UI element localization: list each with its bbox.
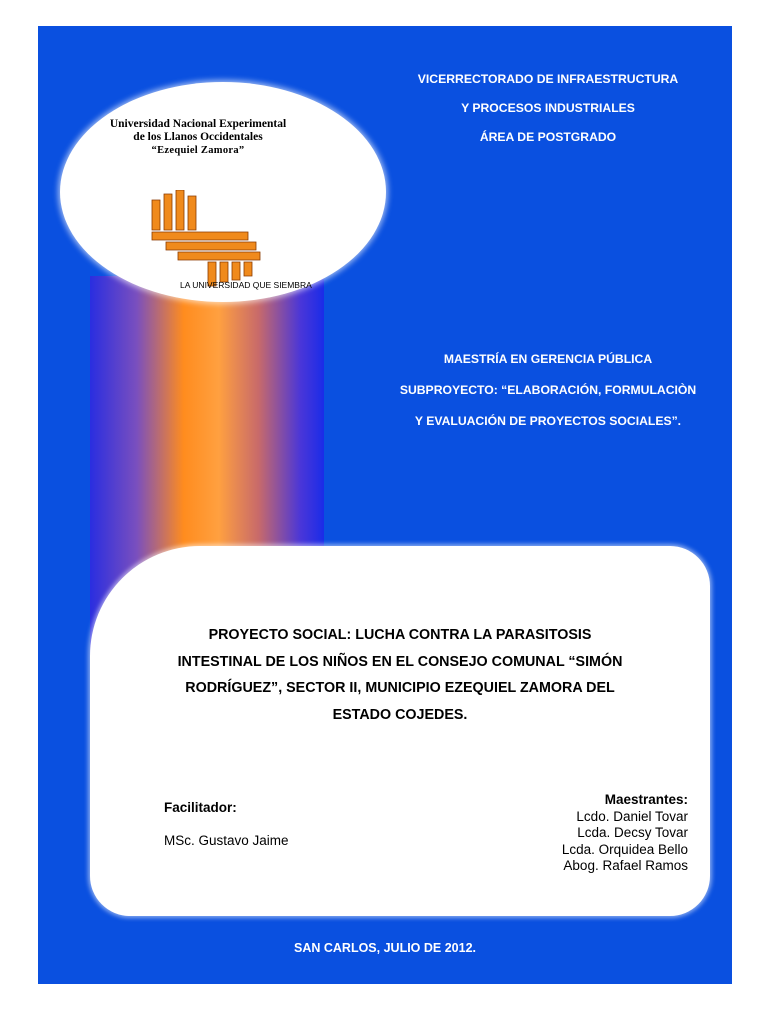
- project-title-line: ESTADO COJEDES.: [332, 706, 468, 723]
- project-title: [90, 622, 710, 728]
- project-title-line: RODRÍGUEZ”, SECTOR II, MUNICIPIO EZEQUIEL ZAMORA DEL: [185, 680, 615, 696]
- program-line: Y EVALUACIÓN DE PROYECTOS SOCIALES”.: [414, 414, 682, 428]
- student-name: Lcda. Decsy Tovar: [577, 825, 688, 840]
- program-line: MAESTRÍA EN GERENCIA PÚBLICA: [443, 352, 653, 366]
- students-label: Maestrantes:: [604, 792, 688, 807]
- students-block: [562, 792, 688, 875]
- student-name: Lcdo. Daniel Tovar: [576, 808, 688, 824]
- program-line: SUBPROYECTO: “ELABORACIÓN, FORMULACIÒN: [399, 383, 697, 397]
- place-date: SAN CARLOS, JULIO DE 2012.: [294, 941, 476, 955]
- university-name-line: de los Llanos Occidentales: [133, 131, 263, 143]
- facilitator-label: Facilitador:: [164, 800, 237, 815]
- header-line: Y PROCESOS INDUSTRIALES: [461, 101, 635, 115]
- university-logo-icon: [148, 190, 266, 288]
- university-name-line: Universidad Nacional Experimental: [109, 118, 287, 130]
- facilitator-name: MSc. Gustavo Jaime: [164, 833, 289, 848]
- university-motto: LA UNIVERSIDAD QUE SIEMBRA: [180, 280, 312, 290]
- university-name-line: “Ezequiel Zamora”: [151, 145, 245, 156]
- student-name: Abog. Rafael Ramos: [563, 858, 688, 873]
- cover-page: [38, 26, 732, 984]
- university-emblem: [60, 82, 386, 302]
- header-line: VICERRECTORADO DE INFRAESTRUCTURA: [417, 72, 679, 86]
- institution-header: [378, 72, 718, 144]
- student-name: Lcda. Orquidea Bello: [561, 841, 688, 857]
- university-name: [88, 118, 308, 157]
- project-panel: [90, 546, 710, 916]
- project-title-line: PROYECTO SOCIAL: LUCHA CONTRA LA PARASITOSIS: [208, 627, 592, 643]
- header-line: ÁREA DE POSTGRADO: [479, 130, 617, 144]
- program-header: [378, 352, 718, 428]
- project-title-line: INTESTINAL DE LOS NIÑOS EN EL CONSEJO COMUNAL “SIMÓN: [177, 653, 623, 670]
